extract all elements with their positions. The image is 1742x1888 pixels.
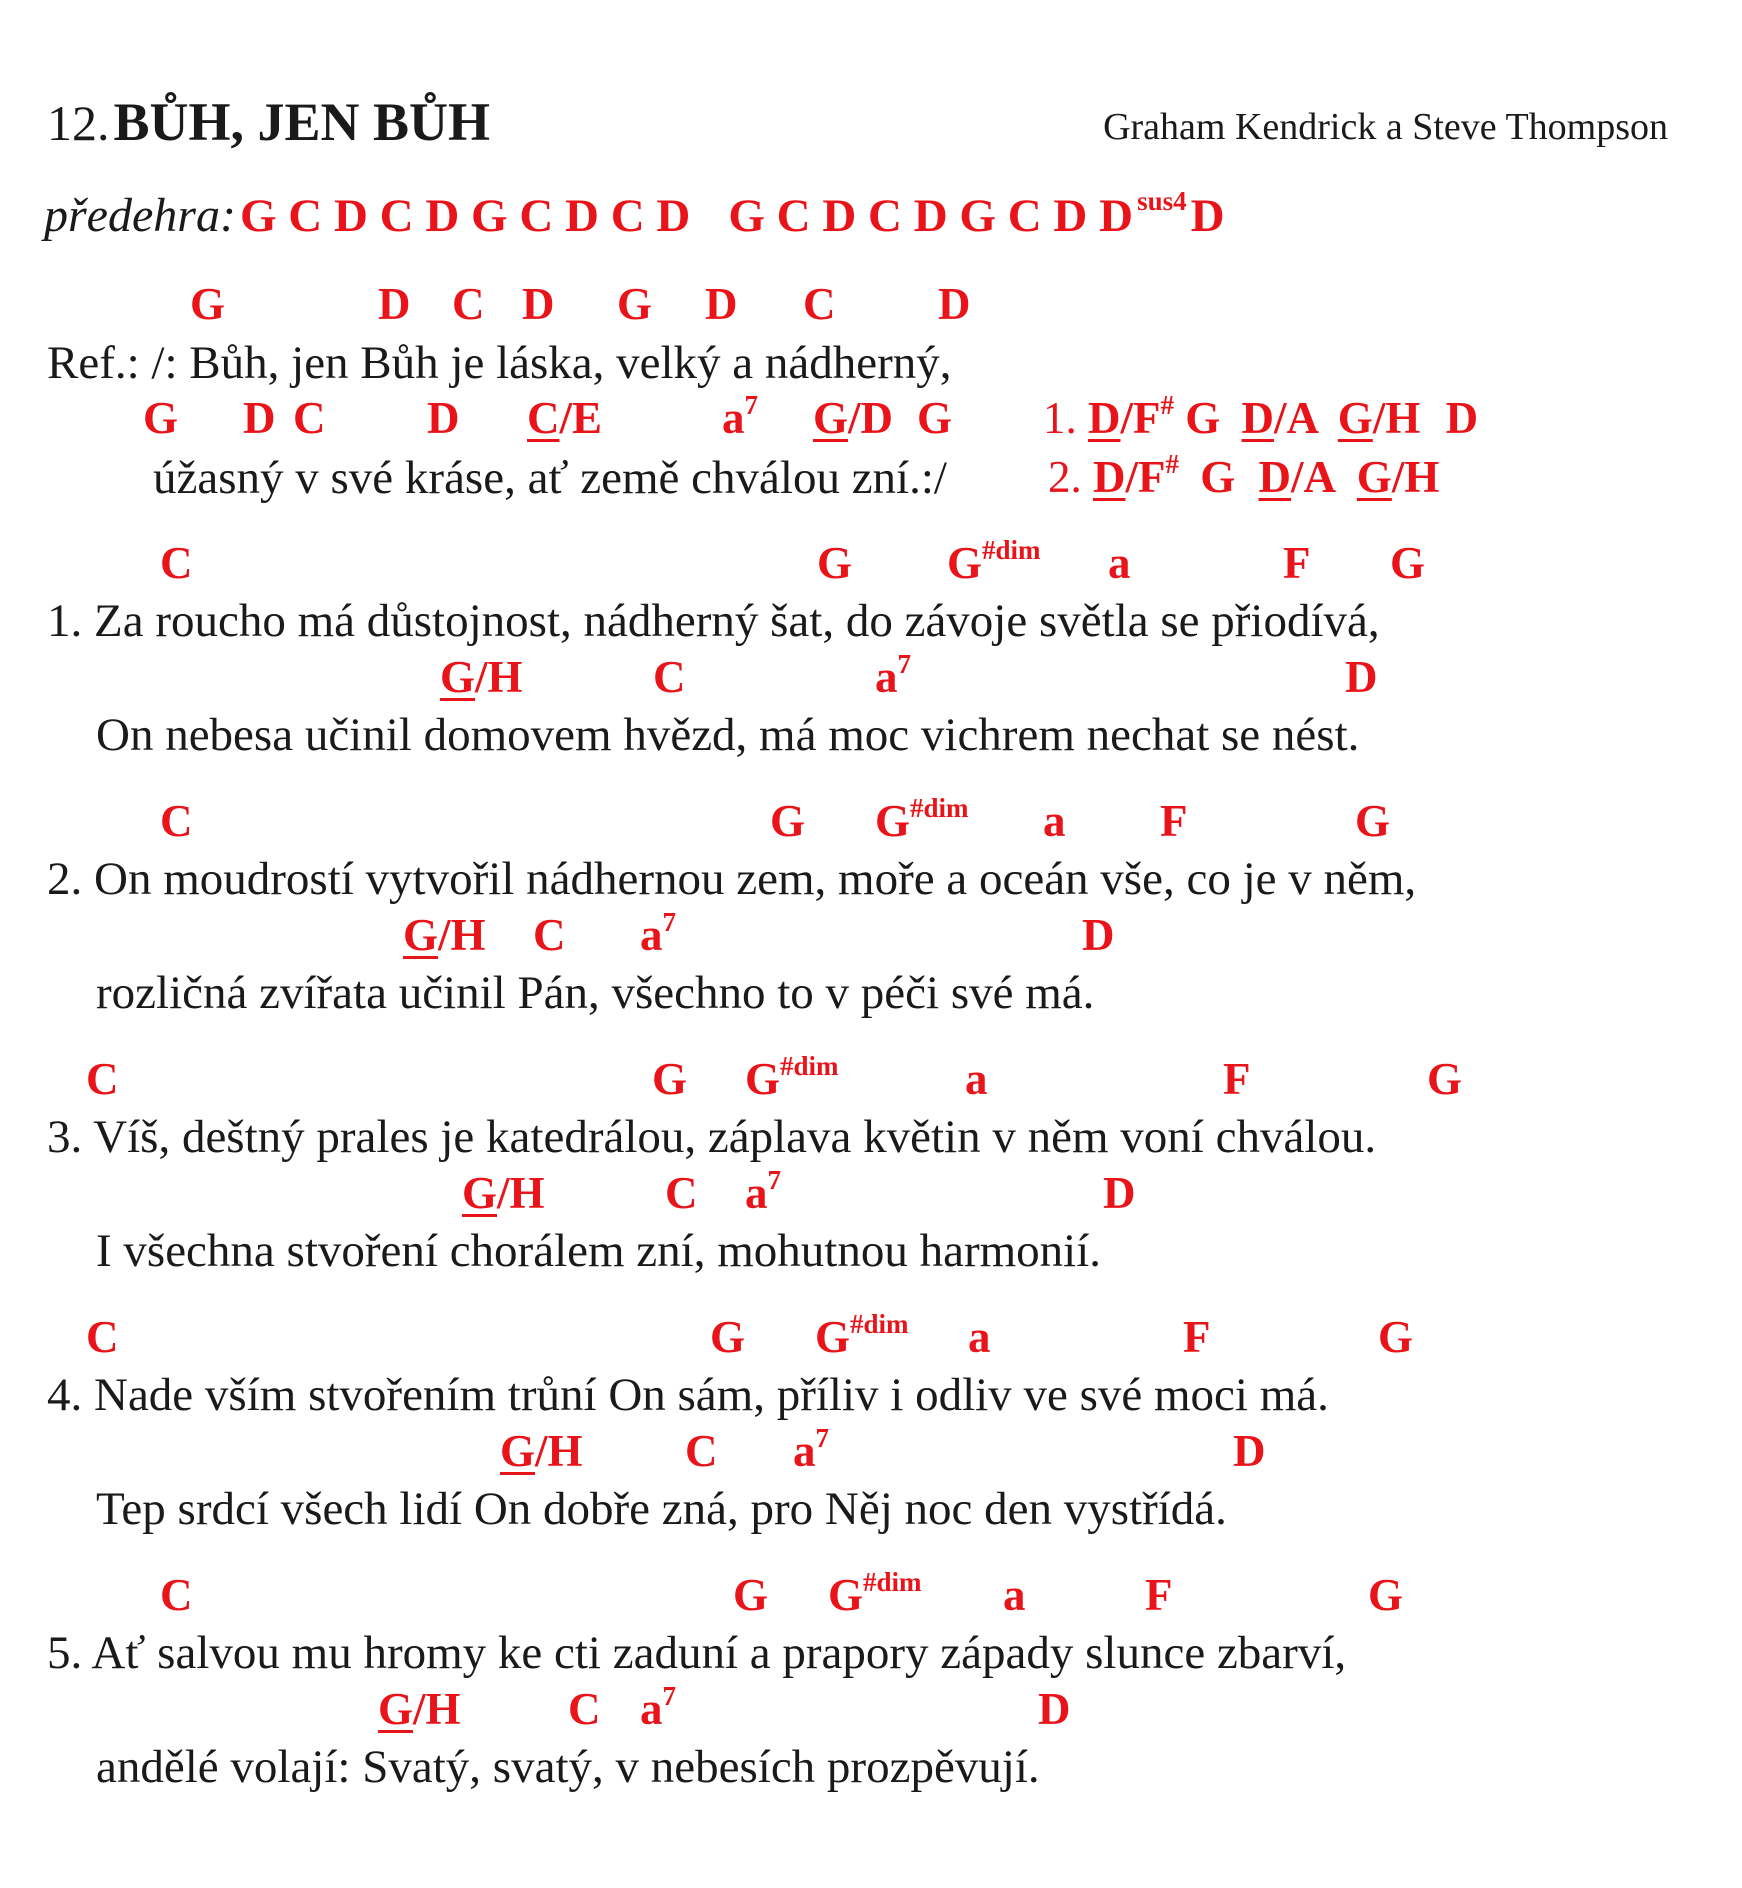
- verse-line: 1. Za roucho má důstojnost, nádherný šat, do závoje světla se přiodívá,: [47, 595, 1380, 647]
- predehra-end: D: [1190, 190, 1225, 242]
- chord: D: [705, 279, 738, 329]
- refrain-line-2: úžasný v své kráse, ať země chválou zní.:/: [153, 452, 947, 504]
- chord: F: [1145, 1570, 1173, 1620]
- chord: C: [160, 796, 193, 846]
- chord-g-over-h: G/H: [500, 1426, 583, 1476]
- chord: G: [143, 393, 179, 443]
- chord: C: [160, 538, 193, 588]
- predehra-chords-1: G C D C D G C D C D: [239, 190, 691, 242]
- verse-line: Tep srdcí všech lidí On dobře zná, pro Něj noc den vystřídá.: [96, 1483, 1227, 1535]
- chord-g-sharp-dim: $G^{\#dim}$: [828, 1567, 922, 1620]
- chord-g-sharp-dim: $G^{\#dim}$: [875, 793, 969, 846]
- chord: G: [1390, 538, 1426, 588]
- chord: C: [568, 1684, 601, 1734]
- ending-2: 2. D/F# G D/A G/H: [1048, 449, 1440, 502]
- chord-a7: $a^7$: [875, 649, 911, 702]
- chord: a: [965, 1054, 988, 1104]
- chord-a7: $a^7$: [722, 390, 758, 443]
- chord: D: [1233, 1426, 1266, 1476]
- predehra-label: předehra:: [44, 189, 236, 242]
- chord: F: [1160, 796, 1188, 846]
- song-header: [47, 92, 491, 152]
- chord: D: [522, 279, 555, 329]
- chord: a: [1108, 538, 1131, 588]
- verse-line: On nebesa učinil domovem hvězd, má moc vichrem nechat se nést.: [96, 709, 1360, 761]
- chord: D: [427, 393, 460, 443]
- chord: C: [653, 652, 686, 702]
- chord: C: [86, 1312, 119, 1362]
- song-authors: Graham Kendrick a Steve Thompson: [1103, 106, 1668, 148]
- refrain-line-1: Ref.: /: Bůh, jen Bůh je láska, velký a nádherný,: [47, 337, 952, 389]
- chord: D: [1082, 910, 1115, 960]
- chord-a7: $a^7$: [745, 1165, 781, 1218]
- chord-a7: $a^7$: [640, 1681, 676, 1734]
- chord: G: [617, 279, 653, 329]
- chord: G: [652, 1054, 688, 1104]
- chord-g-sharp-dim: $G^{\#dim}$: [745, 1051, 839, 1104]
- chord: D: [1345, 652, 1378, 702]
- chord-g-over-h: G/H: [403, 910, 486, 960]
- chord: C: [803, 279, 836, 329]
- chord: a: [968, 1312, 991, 1362]
- chord: G: [1378, 1312, 1414, 1362]
- chord: F: [1283, 538, 1311, 588]
- song-number: 12.: [47, 95, 110, 151]
- chord: D: [938, 279, 971, 329]
- song-title: BŮH, JEN BŮH: [113, 92, 491, 152]
- chord-g-sharp-dim: $G^{\#dim}$: [947, 535, 1041, 588]
- chord-g-over-h: G/H: [378, 1684, 461, 1734]
- chord: a: [1003, 1570, 1026, 1620]
- verse-line: 5. Ať salvou mu hromy ke cti zaduní a prapory západy slunce zbarví,: [47, 1627, 1347, 1679]
- chord-g-over-h: G/H: [462, 1168, 545, 1218]
- chord: F: [1183, 1312, 1211, 1362]
- chord: G: [917, 393, 953, 443]
- verse-line: 3. Víš, deštný prales je katedrálou, záplava květin v něm voní chválou.: [47, 1111, 1377, 1163]
- chord-g-over-h: G/H: [440, 652, 523, 702]
- chord: G: [710, 1312, 746, 1362]
- chord: a: [1043, 796, 1066, 846]
- ending-1: 1. D/F# G D/A G/H D: [1043, 390, 1479, 443]
- verse-line: I všechna stvoření chorálem zní, mohutnou harmonií.: [96, 1225, 1102, 1277]
- verse-line: rozličná zvířata učinil Pán, všechno to v péči své má.: [96, 967, 1095, 1019]
- chord: F: [1223, 1054, 1251, 1104]
- chord: C: [452, 279, 485, 329]
- chord-a7: $a^7$: [793, 1423, 829, 1476]
- chord: D: [1103, 1168, 1136, 1218]
- chord: G: [1355, 796, 1391, 846]
- chord: C: [665, 1168, 698, 1218]
- chord: G: [817, 538, 853, 588]
- chord: C: [685, 1426, 718, 1476]
- chord: G: [1427, 1054, 1463, 1104]
- verse-line: 2. On moudrostí vytvořil nádhernou zem, moře a oceán vše, co je v něm,: [47, 853, 1417, 905]
- chord-g-over-d: G/D: [813, 393, 894, 443]
- chord: G: [733, 1570, 769, 1620]
- predehra-line: [44, 186, 1225, 242]
- chord: D: [1038, 1684, 1071, 1734]
- chord: C: [160, 1570, 193, 1620]
- chord: G: [770, 796, 806, 846]
- chord-a7: $a^7$: [640, 907, 676, 960]
- verse-line: 4. Nade vším stvořením trůní On sám, příliv i odliv ve své moci má.: [47, 1369, 1329, 1421]
- chord: D: [243, 393, 276, 443]
- chord-g-sharp-dim: $G^{\#dim}$: [815, 1309, 909, 1362]
- chord: C: [86, 1054, 119, 1104]
- predehra-chord-dsus: sus4: [1137, 186, 1187, 216]
- chord: C: [533, 910, 566, 960]
- chord-c-over-e: C/E: [527, 393, 603, 443]
- chord: G: [1368, 1570, 1404, 1620]
- chord: C: [293, 393, 326, 443]
- predehra-chords-2: G C D C D G C D D: [728, 190, 1134, 242]
- chord: D: [378, 279, 411, 329]
- verse-line: andělé volají: Svatý, svatý, v nebesích prozpěvují.: [96, 1741, 1040, 1793]
- chord: G: [190, 279, 226, 329]
